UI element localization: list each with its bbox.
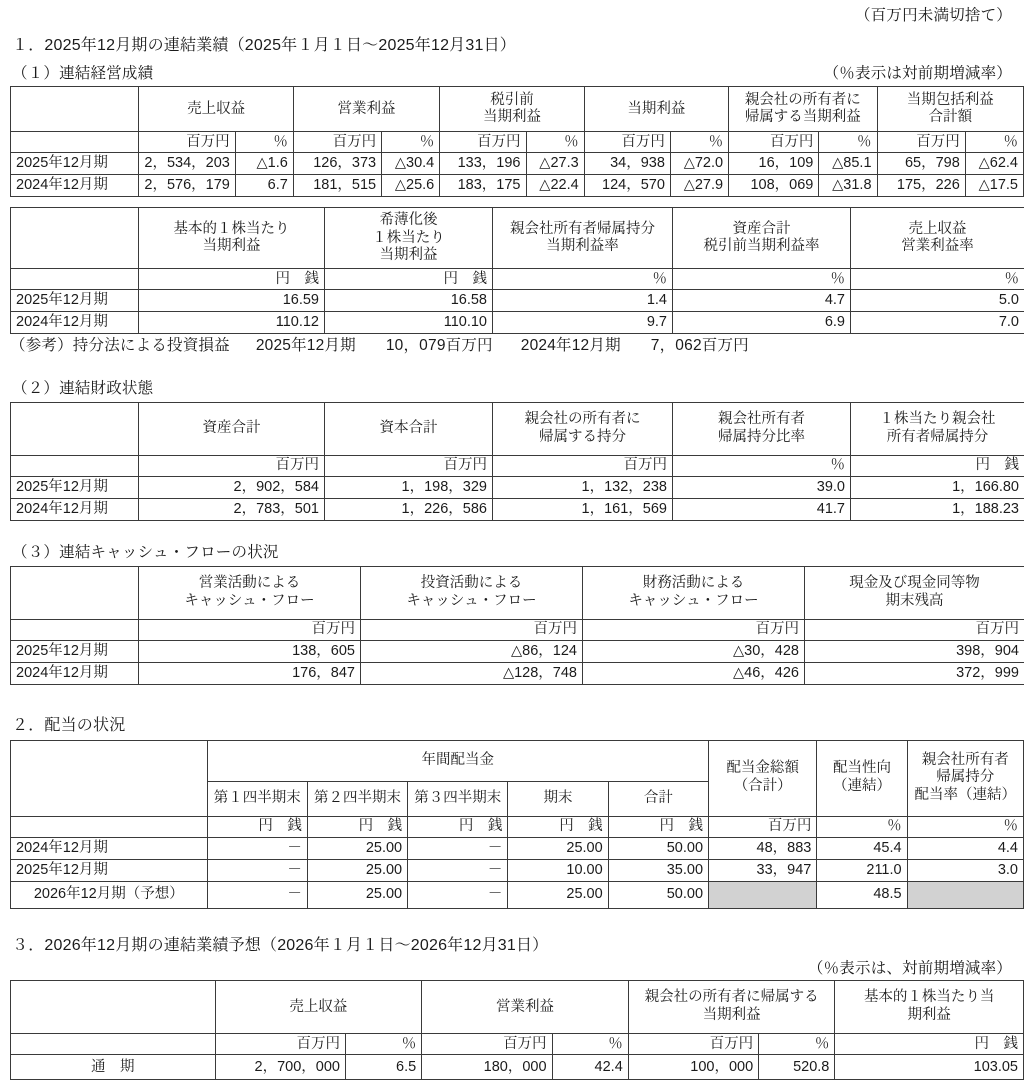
doe-line3: 配当率（連結） (915, 787, 1017, 803)
investing-cf-line2: キャッシュ・フロー (406, 593, 536, 609)
basic-eps-line1: 基本的１株当たり (174, 221, 290, 237)
payout-ratio-line2: （連結） (833, 778, 891, 794)
table-header-row (11, 981, 1024, 1034)
col-header-q1-end: 第１四半期末 (207, 781, 307, 816)
table-row (11, 640, 1024, 662)
unit-row (11, 269, 1024, 290)
cell-roe-2024: 9.7 (493, 312, 673, 334)
col-header-year-end: 期末 (508, 781, 608, 816)
equity-method-period-2: 2024年12月期 (521, 337, 621, 354)
cell-payout-ratio-2025: 211.0 (817, 859, 907, 881)
corner-cell (11, 87, 139, 132)
cell-basic-eps-2025: 16.59 (139, 290, 325, 312)
section1-heading: １．2025年12月期の連結業績（2025年１月１日～2025年12月31日） (12, 35, 1020, 57)
row-label-fy2025: 2025年12月期 (11, 290, 139, 312)
col-header-net-income: 当期利益 (584, 87, 728, 132)
table-row (11, 477, 1024, 499)
cell-year-end-2024: 25.00 (508, 837, 608, 859)
table-row (11, 312, 1024, 334)
col-header-forecast-net-income (628, 981, 835, 1034)
cell-total-2025: 35.00 (608, 859, 708, 881)
unit-forecast-operating-pct: ％ (552, 1034, 628, 1055)
unit-row (11, 619, 1024, 640)
corner-cell (11, 981, 216, 1034)
total-dividend-line2: （合計） (734, 778, 792, 794)
cell-q1-2024: － (207, 837, 307, 859)
payout-ratio-line1: 配当性向 (833, 760, 891, 776)
cell-operating-pct-2024: △25.6 (382, 175, 440, 197)
cell-diluted-eps-2024: 110.10 (325, 312, 493, 334)
diluted-eps-line1: 希薄化後 (380, 212, 438, 228)
unit-corner (11, 269, 139, 290)
unit-dividend-total: 円 銭 (608, 816, 708, 837)
unit-basic-eps: 円 銭 (139, 269, 325, 290)
cell-owners-pct-2024: △31.8 (819, 175, 877, 197)
cell-q1-2026: － (207, 881, 307, 908)
table-header-row (11, 403, 1024, 456)
operating-cf-line1: 営業活動による (199, 575, 301, 591)
cell-total-amount-2026 (709, 881, 817, 908)
cell-forecast-revenue-pct: 6.5 (345, 1055, 421, 1080)
cell-owners-equity-2024: 1，161，569 (493, 499, 673, 521)
unit-revenue-pct: ％ (235, 132, 293, 153)
cell-q3-2025: － (408, 859, 508, 881)
cell-revenue-pct-2025: △1.6 (235, 153, 293, 175)
unit-total-assets: 百万円 (139, 456, 325, 477)
cell-revenue-2025: 2，534，203 (139, 153, 235, 175)
col-header-forecast-operating-income: 営業利益 (422, 981, 629, 1034)
row-label-fy2025: 2025年12月期 (11, 477, 139, 499)
doe-line1: 親会社所有者 (922, 752, 1009, 768)
cell-operating-cf-2024: 176，847 (139, 662, 361, 684)
cell-owners-2025: 16，109 (729, 153, 819, 175)
cell-q2-2024: 25.00 (307, 837, 407, 859)
cell-bps-2025: 1，166.80 (851, 477, 1024, 499)
corner-cell (11, 403, 139, 456)
table-header-row (11, 566, 1024, 619)
section1-sub1-row (6, 60, 1020, 87)
bps-line2: 所有者帰属持分 (887, 429, 989, 445)
cell-revenue-pct-2024: 6.7 (235, 175, 293, 197)
unit-owners-equity: 百万円 (493, 456, 673, 477)
row-label-fy2025: 2025年12月期 (11, 859, 208, 881)
unit-q2: 円 銭 (307, 816, 407, 837)
unit-pretax: 百万円 (440, 132, 526, 153)
cell-forecast-operating: 180，000 (422, 1055, 552, 1080)
unit-investing-cf: 百万円 (361, 619, 583, 640)
cell-total-amount-2024: 48，883 (709, 837, 817, 859)
owners-income-line1: 親会社の所有者に (745, 92, 861, 108)
owners-income-line2: 帰属する当期利益 (745, 109, 861, 125)
table-header-row (11, 208, 1024, 269)
cell-operating-2025: 126，373 (293, 153, 381, 175)
cell-q3-2024: － (408, 837, 508, 859)
cell-owners-pct-2025: △85.1 (819, 153, 877, 175)
cell-equity-ratio-2024: 41.7 (673, 499, 851, 521)
cell-forecast-net-pct: 520.8 (759, 1055, 835, 1080)
cell-q2-2026: 25.00 (307, 881, 407, 908)
cell-operating-pct-2025: △30.4 (382, 153, 440, 175)
table-cash-flow (10, 566, 1024, 685)
cell-net-2025: 34，938 (584, 153, 670, 175)
cell-q2-2025: 25.00 (307, 859, 407, 881)
row-label-fy2024: 2024年12月期 (11, 175, 139, 197)
col-header-operating-income: 営業利益 (293, 87, 439, 132)
unit-roe: ％ (493, 269, 673, 290)
cell-roa-2024: 6.9 (673, 312, 851, 334)
col-header-forecast-eps (835, 981, 1024, 1034)
unit-row (11, 816, 1024, 837)
cell-pretax-pct-2025: △27.3 (526, 153, 584, 175)
operating-margin-line2: 営業利益率 (901, 238, 974, 254)
pretax-line2: 当期利益 (483, 109, 541, 125)
table-dividends (10, 740, 1024, 909)
table-row (11, 662, 1024, 684)
roa-line2: 税引前当期利益率 (704, 238, 820, 254)
diluted-eps-line3: 当期利益 (380, 247, 438, 263)
row-label-fy2024: 2024年12月期 (11, 837, 208, 859)
cell-doe-2026 (907, 881, 1023, 908)
unit-forecast-eps: 円 銭 (835, 1034, 1024, 1055)
roe-line2: 当期利益率 (546, 238, 619, 254)
cell-revenue-2024: 2，576，179 (139, 175, 235, 197)
spacer (6, 685, 1020, 707)
cash-balance-line2: 期末残高 (886, 593, 944, 609)
table-row (11, 837, 1024, 859)
col-header-revenue: 売上収益 (139, 87, 293, 132)
cell-payout-ratio-2024: 45.4 (817, 837, 907, 859)
unit-q1: 円 銭 (207, 816, 307, 837)
row-label-full-year: 通 期 (11, 1055, 216, 1080)
col-header-owners-equity (493, 403, 673, 456)
unit-total-amount: 百万円 (709, 816, 817, 837)
cell-pretax-pct-2024: △22.4 (526, 175, 584, 197)
equity-method-reference (10, 335, 1020, 357)
col-header-q2-end: 第２四半期末 (307, 781, 407, 816)
unit-forecast-revenue: 百万円 (215, 1034, 345, 1055)
spacer (6, 909, 1020, 927)
unit-comprehensive-pct: ％ (965, 132, 1023, 153)
financing-cf-line2: キャッシュ・フロー (628, 593, 758, 609)
roa-line1: 資産合計 (733, 221, 791, 237)
table-consolidated-results (10, 86, 1024, 197)
cell-operating-2024: 181，515 (293, 175, 381, 197)
cell-total-2024: 50.00 (608, 837, 708, 859)
table-row (11, 153, 1024, 175)
cell-operating-cf-2025: 138，605 (139, 640, 361, 662)
cell-owners-2024: 108，069 (729, 175, 819, 197)
equity-method-value-2: 7，062百万円 (651, 337, 749, 354)
unit-year-end: 円 銭 (508, 816, 608, 837)
table-row (11, 859, 1024, 881)
table-row-forecast (11, 881, 1024, 908)
owners-equity-line2: 帰属する持分 (539, 429, 626, 445)
table-header-row (11, 87, 1024, 132)
corner-cell (11, 740, 208, 816)
section3-heading: ３．2026年12月期の連結業績予想（2026年１月１日～2026年12月31日） (12, 935, 1020, 957)
col-header-roe (493, 208, 673, 269)
cell-total-assets-2025: 2，902，584 (139, 477, 325, 499)
table-forecast (10, 980, 1024, 1080)
col-header-operating-cf (139, 566, 361, 619)
cell-total-equity-2025: 1，198，329 (325, 477, 493, 499)
cell-net-pct-2024: △27.9 (670, 175, 728, 197)
unit-operating-pct: ％ (382, 132, 440, 153)
operating-cf-line2: キャッシュ・フロー (184, 593, 314, 609)
forecast-eps-line1: 基本的１株当たり当 (864, 989, 995, 1005)
col-header-operating-margin (851, 208, 1024, 269)
cell-q1-2025: － (207, 859, 307, 881)
col-header-equity-ratio (673, 403, 851, 456)
doe-line2: 帰属持分 (936, 769, 994, 785)
unit-doe: ％ (907, 816, 1023, 837)
unit-diluted-eps: 円 銭 (325, 269, 493, 290)
total-dividend-line1: 配当金総額 (726, 760, 799, 776)
cell-roa-2025: 4.7 (673, 290, 851, 312)
cell-equity-ratio-2025: 39.0 (673, 477, 851, 499)
roe-line1: 親会社所有者帰属持分 (510, 221, 655, 237)
section1-sub1-heading: （１）連結経営成績 (12, 64, 153, 85)
col-header-roa (673, 208, 851, 269)
col-header-comprehensive-income (877, 87, 1023, 132)
owners-equity-line1: 親会社の所有者に (525, 411, 641, 427)
cell-q3-2026: － (408, 881, 508, 908)
unit-forecast-net-pct: ％ (759, 1034, 835, 1055)
cell-investing-cf-2024: △128，748 (361, 662, 583, 684)
forecast-net-line2: 当期利益 (703, 1007, 761, 1023)
row-label-fy2024: 2024年12月期 (11, 499, 139, 521)
cell-basic-eps-2024: 110.12 (139, 312, 325, 334)
unit-corner (11, 132, 139, 153)
cell-net-2024: 124，570 (584, 175, 670, 197)
diluted-eps-line2: １株当たり (372, 230, 445, 246)
unit-corner (11, 456, 139, 477)
cell-total-2026: 50.00 (608, 881, 708, 908)
cell-comprehensive-2025: 65，798 (877, 153, 965, 175)
table-row (11, 1055, 1024, 1080)
cell-investing-cf-2025: △86，124 (361, 640, 583, 662)
corner-cell (11, 208, 139, 269)
corner-cell (11, 566, 139, 619)
pct-note-1: （％表示は対前期増減率） (824, 64, 1020, 85)
cell-total-assets-2024: 2，783，501 (139, 499, 325, 521)
unit-owners: 百万円 (729, 132, 819, 153)
comprehensive-line1: 当期包括利益 (907, 92, 994, 108)
row-label-fy2024: 2024年12月期 (11, 312, 139, 334)
cash-balance-line1: 現金及び現金同等物 (849, 575, 980, 591)
bps-line1: １株当たり親会社 (880, 411, 996, 427)
cell-doe-2025: 3.0 (907, 859, 1023, 881)
table-row (11, 290, 1024, 312)
spacer (6, 521, 1020, 539)
spacer (6, 357, 1020, 375)
equity-method-label: （参考）持分法による投資損益 (10, 337, 230, 354)
unit-forecast-revenue-pct: ％ (345, 1034, 421, 1055)
cell-total-equity-2024: 1，226，586 (325, 499, 493, 521)
cell-owners-equity-2025: 1，132，238 (493, 477, 673, 499)
cell-financing-cf-2024: △46，426 (583, 662, 805, 684)
unit-owners-pct: ％ (819, 132, 877, 153)
unit-financing-cf: 百万円 (583, 619, 805, 640)
cell-pretax-2025: 133，196 (440, 153, 526, 175)
row-label-fy2026-forecast: 2026年12月期（予想） (11, 881, 208, 908)
col-header-owners-income (729, 87, 877, 132)
financing-cf-line1: 財務活動による (643, 575, 745, 591)
spacer (6, 197, 1020, 207)
row-label-fy2025: 2025年12月期 (11, 153, 139, 175)
unit-bps: 円 銭 (851, 456, 1024, 477)
operating-margin-line1: 売上収益 (909, 221, 967, 237)
cell-doe-2024: 4.4 (907, 837, 1023, 859)
equity-method-value-1: 10，079百万円 (386, 337, 493, 354)
unit-row (11, 132, 1024, 153)
col-header-basic-eps (139, 208, 325, 269)
unit-net-pct: ％ (670, 132, 728, 153)
unit-comprehensive: 百万円 (877, 132, 965, 153)
basic-eps-line2: 当期利益 (203, 238, 261, 254)
col-header-investing-cf (361, 566, 583, 619)
col-header-pretax-income (440, 87, 584, 132)
col-header-total-dividend-amount (709, 740, 817, 816)
col-header-forecast-revenue: 売上収益 (215, 981, 422, 1034)
unit-row (11, 456, 1024, 477)
equity-method-period-1: 2025年12月期 (256, 337, 356, 354)
cell-comprehensive-2024: 175，226 (877, 175, 965, 197)
unit-corner (11, 619, 139, 640)
equity-ratio-line2: 帰属持分比率 (718, 429, 805, 445)
col-header-bps (851, 403, 1024, 456)
unit-row (11, 1034, 1024, 1055)
unit-equity-ratio: ％ (673, 456, 851, 477)
section1-sub3-heading: （３）連結キャッシュ・フローの状況 (12, 543, 1020, 564)
cell-year-end-2026: 25.00 (508, 881, 608, 908)
col-header-financing-cf (583, 566, 805, 619)
cell-forecast-net: 100，000 (628, 1055, 758, 1080)
col-header-dividend-on-equity (907, 740, 1023, 816)
investing-cf-line1: 投資活動による (421, 575, 523, 591)
unit-roa: ％ (673, 269, 851, 290)
cell-cash-balance-2024: 372，999 (805, 662, 1024, 684)
cell-roe-2025: 1.4 (493, 290, 673, 312)
col-header-dividend-total: 合計 (608, 781, 708, 816)
col-header-total-assets: 資産合計 (139, 403, 325, 456)
cell-financing-cf-2025: △30，428 (583, 640, 805, 662)
table-header-row (11, 740, 1024, 781)
cell-operating-margin-2025: 5.0 (851, 290, 1024, 312)
forecast-eps-line2: 期利益 (907, 1007, 951, 1023)
unit-cash-balance: 百万円 (805, 619, 1024, 640)
col-header-q3-end: 第３四半期末 (408, 781, 508, 816)
cell-year-end-2025: 10.00 (508, 859, 608, 881)
cell-operating-margin-2024: 7.0 (851, 312, 1024, 334)
col-header-total-equity: 資本合計 (325, 403, 493, 456)
cell-diluted-eps-2025: 16.58 (325, 290, 493, 312)
unit-forecast-net: 百万円 (628, 1034, 758, 1055)
col-header-annual-dividend: 年間配当金 (207, 740, 708, 781)
cell-comprehensive-pct-2025: △62.4 (965, 153, 1023, 175)
cell-net-pct-2025: △72.0 (670, 153, 728, 175)
unit-payout-ratio: ％ (817, 816, 907, 837)
table-row (11, 499, 1024, 521)
unit-operating-margin: ％ (851, 269, 1024, 290)
cell-total-amount-2025: 33，947 (709, 859, 817, 881)
pct-note-3: （％表示は、対前期増減率） (6, 959, 1020, 980)
row-label-fy2024: 2024年12月期 (11, 662, 139, 684)
cell-forecast-revenue: 2，700，000 (215, 1055, 345, 1080)
unit-total-equity: 百万円 (325, 456, 493, 477)
unit-operating-cf: 百万円 (139, 619, 361, 640)
table-row (11, 175, 1024, 197)
forecast-net-line1: 親会社の所有者に帰属する (645, 989, 819, 1005)
unit-corner (11, 1034, 216, 1055)
col-header-payout-ratio (817, 740, 907, 816)
row-label-fy2025: 2025年12月期 (11, 640, 139, 662)
section2-heading: ２．配当の状況 (12, 715, 1020, 737)
unit-corner (11, 816, 208, 837)
cell-cash-balance-2025: 398，904 (805, 640, 1024, 662)
unit-q3: 円 銭 (408, 816, 508, 837)
section1-sub2-heading: （２）連結財政状態 (12, 379, 1020, 400)
comprehensive-line2: 合計額 (929, 109, 973, 125)
pretax-line1: 税引前 (490, 92, 534, 108)
cell-forecast-operating-pct: 42.4 (552, 1055, 628, 1080)
unit-forecast-operating: 百万円 (422, 1034, 552, 1055)
table-financial-position (10, 402, 1024, 521)
col-header-cash-balance (805, 566, 1024, 619)
unit-operating: 百万円 (293, 132, 381, 153)
cell-payout-ratio-2026: 48.5 (817, 881, 907, 908)
col-header-diluted-eps (325, 208, 493, 269)
unit-net: 百万円 (584, 132, 670, 153)
cell-forecast-eps: 103.05 (835, 1055, 1024, 1080)
unit-pretax-pct: ％ (526, 132, 584, 153)
cell-pretax-2024: 183，175 (440, 175, 526, 197)
rounding-note: （百万円未満切捨て） (6, 6, 1020, 27)
cell-bps-2024: 1，188.23 (851, 499, 1024, 521)
equity-ratio-line1: 親会社所有者 (718, 411, 805, 427)
cell-comprehensive-pct-2024: △17.5 (965, 175, 1023, 197)
unit-revenue: 百万円 (139, 132, 235, 153)
table-per-share-ratios (10, 207, 1024, 334)
